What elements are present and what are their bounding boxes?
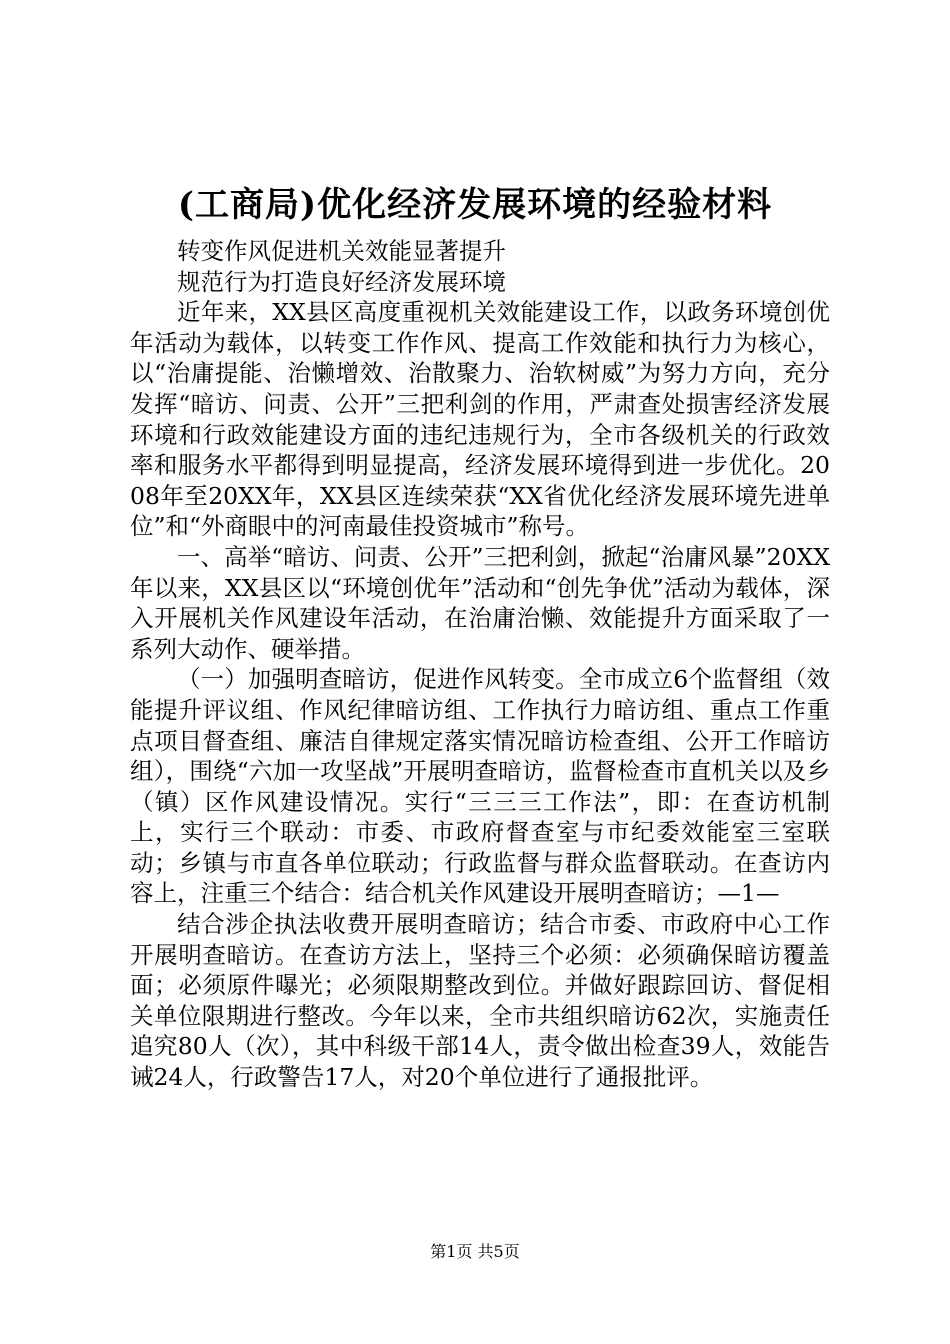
body-paragraph-intro: 近年来，XX县区高度重视机关效能建设工作，以政务环境创优年活动为载体，以转变工作作风、提高工作效能和执行力为核心，以“治庸提能、治懒增效、治散聚力、治软树威”为努力方向，充分发挥“暗访、问责、公开”三把利剑的作用，严肃查处损害经济发展环境和行政效能建设方面的违纪违规行为，全市各级机关的行政效率和服务水平都得到明显提高，经济发展环境得到进一步优化。2008年至20XX年，XX县区连续荣获“XX省优化经济发展环境先进单位”和“外商眼中的河南最佳投资城市”称号。: [130, 298, 830, 541]
page-footer: 第1页 共5页: [430, 1242, 520, 1261]
subtitle-line-1: 转变作风促进机关效能显著提升: [177, 237, 506, 265]
document-body: [130, 236, 830, 1093]
body-paragraph-continued: 结合涉企执法收费开展明查暗访；结合市委、市政府中心工作开展明查暗访。在查访方法上，坚持三个必须：必须确保暗访覆盖面；必须原件曝光；必须限期整改到位。并做好跟踪回访、督促相关单位限期进行整改。今年以来，全市共组织暗访62次，实施责任追究80人（次），其中科级干部14人，责令做出检查39人，效能告诫24人，行政警告17人，对20个单位进行了通报批评。: [130, 910, 830, 1092]
subtitle-line-2: 规范行为打造良好经济发展环境: [177, 267, 506, 296]
body-paragraph-subsection-1: （一）加强明查暗访，促进作风转变。全市成立6个监督组（效能提升评议组、作风纪律暗访组、工作执行力暗访组、重点工作重点项目督查组、廉洁自律规定落实情况暗访检查组、公开工作暗访组），围绕“六加一攻坚战”开展明查暗访，监督检查市直机关以及乡（镇）区作风建设情况。实行“三三三工作法”，即：在查访机制上，实行三个联动：市委、市政府督查室与市纪委效能室三室联动；乡镇与市直各单位联动；行政监督与群众监督联动。在查访内容上，注重三个结合：结合机关作风建设开展明查暗访；—1—: [130, 665, 830, 908]
body-paragraph-section-1: 一、高举“暗访、问责、公开”三把利剑，掀起“治庸风暴”20XX年以来，XX县区以“环境创优年”活动和“创先争优”活动为载体，深入开展机关作风建设年活动，在治庸治懒、效能提升方面采取了一系列大动作、硬举措。: [130, 542, 830, 663]
document-title: (工商局)优化经济发展环境的经验材料: [177, 185, 773, 225]
